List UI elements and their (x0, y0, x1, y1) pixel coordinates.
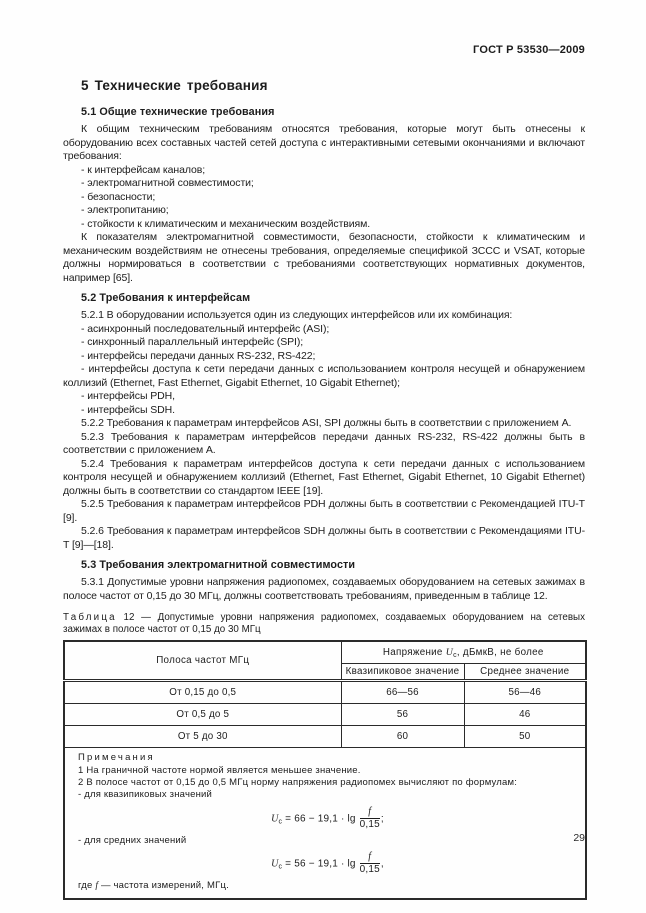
formula-tail: ; (380, 813, 384, 825)
fraction (360, 807, 380, 831)
voltage-symbol: U (445, 646, 454, 658)
list-item: - интерфейсы передачи данных RS-232, RS-422; (81, 349, 316, 362)
note-1: 1 На граничной частоте нормой является меньшее значение. (78, 764, 361, 776)
section-5-2-title: 5.2 Требования к интерфейсам (81, 292, 251, 304)
voltage-header-suffix: , дБмкВ, не более (456, 646, 544, 658)
section-5-3-title: 5.3 Требования электромагнитной совместимости (81, 559, 356, 571)
notes-title: Примечания (78, 752, 155, 764)
table-header-quasipeak: Квазипиковое значение (341, 664, 464, 681)
list-item: - асинхронный последовательный интерфейс (ASI); (81, 322, 330, 335)
page-number: 29 (573, 832, 585, 844)
table-notes (64, 748, 586, 899)
cell-average: 46 (464, 704, 586, 726)
fraction-numerator: f (360, 807, 380, 820)
cell-band: От 0,5 до 5 (64, 704, 341, 726)
table-header-voltage (341, 641, 586, 664)
paragraph-5-2-4: 5.2.4 Требования к параметрам интерфейсов доступа к сети передачи данных с использованием контроля несущей и обнаружением коллизий (Ethernet, Fast Ethernet, Gigabit Ethernet, 10 Gigabit Ethernet) должны быть в соответствии со стандартом IEEE [19]. (63, 457, 585, 497)
cell-quasipeak: 56 (341, 704, 464, 726)
table-caption-text: 12 — Допустимые уровни напряжения радиопомех, создаваемых оборудованием на сетевых зажимах в полосе частот от 0,15 до 30 МГц (63, 612, 585, 636)
formula-symbol: U (271, 813, 279, 825)
formula-body: = 66 − 19,1 · lg (282, 813, 356, 825)
where-clause (78, 880, 577, 892)
list-item: - к интерфейсам каналов; (81, 163, 206, 176)
table-row (64, 681, 586, 704)
note-2: 2 В полосе частот от 0,15 до 0,5 МГц норму напряжения радиопомех вычисляют по формулам: (78, 777, 518, 788)
cell-quasipeak: 66—56 (341, 681, 464, 704)
list-item: - интерфейсы PDH, (81, 390, 175, 402)
section-5-1-title: 5.1 Общие технические требования (81, 106, 275, 118)
table-caption-word: Таблица (63, 612, 117, 623)
paragraph-5-3-1: 5.3.1 Допустимые уровни напряжения радиопомех, создаваемых оборудованием на сетевых зажимах в полосе частот от 0,15 до 30 МГц, должны соответствовать требованиям, приведенным в таблице 12. (63, 576, 585, 602)
table-header-average: Среднее значение (464, 664, 586, 681)
table-row (64, 704, 586, 726)
fraction-numerator: f (360, 852, 380, 865)
list-item: - интерфейсы доступа к сети передачи данных с использованием контроля несущей и обнаружением коллизий (Ethernet, Fast Ethernet, Gigabit Ethernet, 10 Gigabit Ethernet); (63, 363, 585, 389)
list-item: - стойкости к климатическим и механическим воздействиям. (81, 217, 371, 230)
paragraph-5-2-2: 5.2.2 Требования к параметрам интерфейсов ASI, SPI должны быть в соответствии с приложением А. (81, 417, 572, 429)
voltage-header-prefix: Напряжение (382, 646, 446, 658)
formula-subscript: с (278, 863, 283, 871)
formula-average (78, 852, 577, 876)
cell-average: 50 (464, 726, 586, 748)
paragraph-5-1-note: К показателям электромагнитной совместимости, безопасности, стойкости к климатическим и механическим воздействиям не отнесены требования, определяемые спецификой ЗССС и VSAT, которые должны нормироваться в соответствии с требованиями соответствующих нормативных документов, например [65]. (63, 231, 585, 284)
where-suffix: — частота измерений, МГц. (98, 879, 229, 891)
where-variable: f (95, 880, 99, 891)
formula-subscript: с (278, 818, 283, 826)
formula-quasipeak (78, 807, 577, 831)
formula-body: = 56 − 19,1 · lg (282, 858, 356, 870)
paragraph-5-2-3: 5.2.3 Требования к параметрам интерфейсов передачи данных RS-232, RS-422 должны быть в соответствии с приложением А. (63, 430, 585, 456)
list-item: - интерфейсы SDH. (81, 403, 175, 416)
fraction (360, 852, 380, 876)
section-5-title: 5 Технические требования (81, 78, 268, 93)
table-header-band: Полоса частот МГц (64, 641, 341, 681)
table-12 (63, 640, 587, 900)
where-prefix: где (78, 879, 96, 891)
list-item: - синхронный параллельный интерфейс (SPI); (81, 336, 304, 348)
paragraph-5-2-6: 5.2.6 Требования к параметрам интерфейсов SDH должны быть в соответствии с Рекомендациями ITU-T [9]—[18]. (63, 525, 585, 551)
paragraph-5-2-5: 5.2.5 Требования к параметрам интерфейсов PDH должны быть в соответствии с Рекомендацией ITU-T [9]. (63, 498, 585, 524)
note-avg-label: - для средних значений (78, 834, 187, 846)
list-item: - безопасности; (81, 190, 156, 203)
cell-average: 56—46 (464, 681, 586, 704)
cell-quasipeak: 60 (341, 726, 464, 748)
fraction-denominator: 0,15 (359, 819, 380, 831)
paragraph-5-1-intro: К общим техническим требованиям относятся требования, которые могут быть отнесены к оборудованию всех составных частей сетей доступа с интерактивными сетевыми окончаниями и включают требования: (63, 123, 585, 162)
fraction-denominator: 0,15 (359, 864, 380, 876)
formula-tail: , (380, 858, 384, 870)
table-12-caption (63, 612, 585, 636)
paragraph-5-2-1: 5.2.1 В оборудовании используется один из следующих интерфейсов или их комбинация: (81, 309, 513, 321)
cell-band: От 0,15 до 0,5 (64, 681, 341, 704)
table-row (64, 726, 586, 748)
cell-band: От 5 до 30 (64, 726, 341, 748)
formula-symbol: U (271, 858, 279, 870)
list-item: - электропитанию; (81, 204, 169, 216)
voltage-subscript: с (453, 651, 457, 659)
list-item: - электромагнитной совместимости; (81, 177, 254, 189)
note-quasi-label: - для квазипиковых значений (78, 789, 213, 801)
standard-number-header: ГОСТ Р 53530—2009 (473, 44, 585, 56)
